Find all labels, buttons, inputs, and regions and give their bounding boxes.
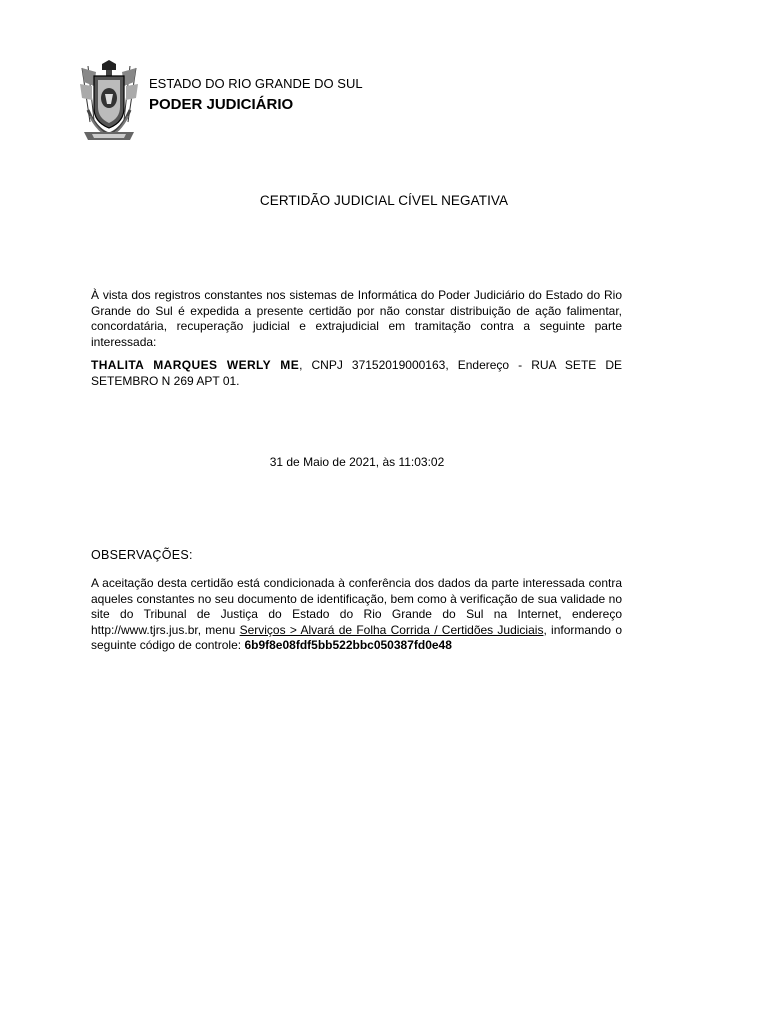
- document-header: [149, 76, 363, 114]
- document-title: CERTIDÃO JUDICIAL CÍVEL NEGATIVA: [259, 193, 509, 208]
- state-coat-of-arms-icon: [76, 60, 142, 140]
- observations-label: OBSERVAÇÕES:: [91, 548, 193, 562]
- issue-date: 31 de Maio de 2021, às 11:03:02: [269, 455, 445, 469]
- state-name: ESTADO DO RIO GRANDE DO SUL: [149, 76, 363, 91]
- observations-paragraph: [91, 576, 622, 654]
- party-name: THALITA MARQUES WERLY ME: [91, 358, 300, 372]
- menu-path-link[interactable]: Serviços > Alvará de Folha Corrida / Certidões Judiciais: [239, 622, 544, 637]
- party-paragraph: [91, 358, 622, 389]
- court-name: PODER JUDICIÁRIO: [149, 96, 294, 113]
- observations-text: A aceitação desta certidão está condicionada à conferência dos dados da parte interessada contra aqueles constantes no seu documento de identificação, bem como à verificação de sua validade no site do Tribunal de Justiça do Estado do Rio Grande do Sul na Internet, endereço http://www.tjrs.jus.br, menu: [91, 576, 622, 637]
- intro-paragraph: À vista dos registros constantes nos sistemas de Informática do Poder Judiciário do Estado do Rio Grande do Sul é expedida a presente certidão por não constar distribuição de ação falimentar, concordatária, recuperação judicial e extrajudicial em tramitação contra a seguinte parte interessada:: [91, 288, 622, 349]
- control-code: 6b9f8e08fdf5bb522bbc050387fd0e48: [244, 638, 452, 652]
- control-code-prefix: , informando o seguinte código de controle:: [91, 622, 623, 652]
- party-details: , CNPJ 37152019000163, Endereço - RUA SETE DE SETEMBRO N 269 APT 01.: [91, 358, 622, 388]
